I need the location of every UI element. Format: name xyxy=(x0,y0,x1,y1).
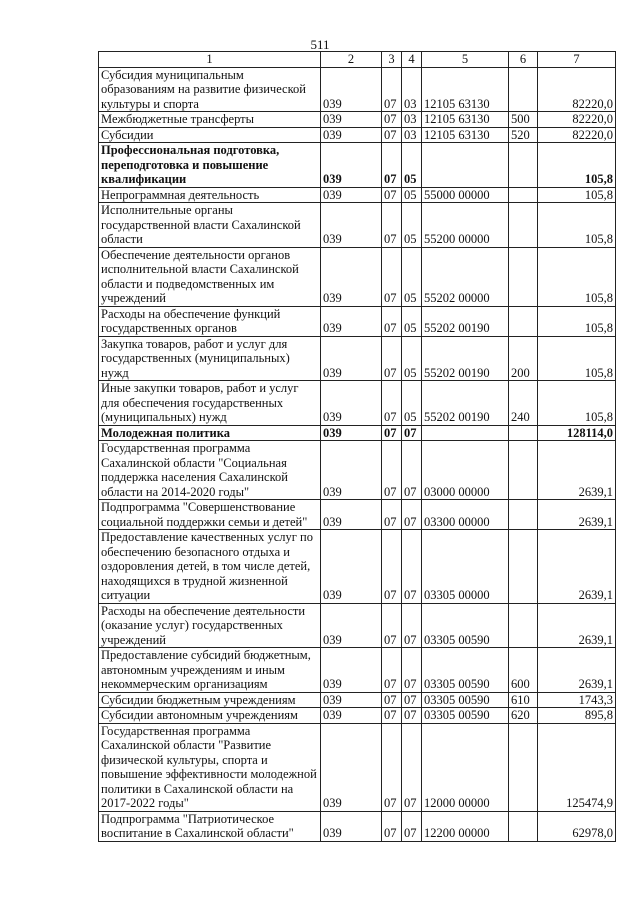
row-expense-type-cell xyxy=(509,306,538,336)
row-code-cell: 039 xyxy=(321,648,382,693)
row-section-cell: 07 xyxy=(382,247,402,306)
row-target-article-cell: 55202 00190 xyxy=(422,336,509,381)
row-expense-type-cell: 620 xyxy=(509,708,538,724)
row-code-cell: 039 xyxy=(321,723,382,811)
table-row xyxy=(99,692,616,708)
row-expense-type-cell: 520 xyxy=(509,127,538,143)
table-row xyxy=(99,441,616,500)
row-amount-cell: 82220,0 xyxy=(538,67,616,112)
row-subsection-cell: 03 xyxy=(402,127,422,143)
col-header-2: 2 xyxy=(321,52,382,68)
row-target-article-cell: 03300 00000 xyxy=(422,500,509,530)
row-amount-cell: 2639,1 xyxy=(538,530,616,604)
col-header-5: 5 xyxy=(422,52,509,68)
row-section-cell: 07 xyxy=(382,127,402,143)
row-name-cell: Субсидии автономным учреждениям xyxy=(99,708,321,724)
row-code-cell: 039 xyxy=(321,67,382,112)
row-subsection-cell: 05 xyxy=(402,187,422,203)
row-amount-cell: 105,8 xyxy=(538,247,616,306)
row-amount-cell: 1743,3 xyxy=(538,692,616,708)
row-section-cell: 07 xyxy=(382,603,402,648)
table-row xyxy=(99,306,616,336)
row-amount-cell: 62978,0 xyxy=(538,811,616,841)
row-name-cell: Исполнительные органы государственной власти Сахалинской области xyxy=(99,203,321,248)
row-subsection-cell: 07 xyxy=(402,723,422,811)
col-header-3: 3 xyxy=(382,52,402,68)
row-target-article-cell: 12000 00000 xyxy=(422,723,509,811)
row-section-cell: 07 xyxy=(382,67,402,112)
row-name-cell: Субсидии бюджетным учреждениям xyxy=(99,692,321,708)
row-expense-type-cell: 600 xyxy=(509,648,538,693)
row-name-cell: Закупка товаров, работ и услуг для государственных (муниципальных) нужд xyxy=(99,336,321,381)
row-subsection-cell: 07 xyxy=(402,530,422,604)
col-header-6: 6 xyxy=(509,52,538,68)
row-subsection-cell: 03 xyxy=(402,112,422,128)
row-expense-type-cell xyxy=(509,723,538,811)
row-subsection-cell: 05 xyxy=(402,306,422,336)
row-name-cell: Субсидии xyxy=(99,127,321,143)
row-target-article-cell: 03305 00590 xyxy=(422,603,509,648)
row-amount-cell: 82220,0 xyxy=(538,127,616,143)
row-section-cell: 07 xyxy=(382,143,402,188)
row-code-cell: 039 xyxy=(321,708,382,724)
row-code-cell: 039 xyxy=(321,143,382,188)
row-section-cell: 07 xyxy=(382,692,402,708)
row-code-cell: 039 xyxy=(321,336,382,381)
row-code-cell: 039 xyxy=(321,530,382,604)
row-code-cell: 039 xyxy=(321,203,382,248)
row-code-cell: 039 xyxy=(321,692,382,708)
col-header-1: 1 xyxy=(99,52,321,68)
row-name-cell: Субсидия муниципальным образованиям на развитие физической культуры и спорта xyxy=(99,67,321,112)
row-name-cell: Предоставление качественных услуг по обеспечению безопасного отдыха и оздоровления детей, в том числе детей, находящихся в трудной жизненной ситуации xyxy=(99,530,321,604)
row-target-article-cell: 12105 63130 xyxy=(422,112,509,128)
row-subsection-cell: 05 xyxy=(402,336,422,381)
row-target-article-cell: 55200 00000 xyxy=(422,203,509,248)
row-target-article-cell: 55000 00000 xyxy=(422,187,509,203)
row-expense-type-cell xyxy=(509,143,538,188)
table-row xyxy=(99,811,616,841)
row-amount-cell: 105,8 xyxy=(538,381,616,426)
row-expense-type-cell: 200 xyxy=(509,336,538,381)
row-code-cell: 039 xyxy=(321,127,382,143)
row-name-cell: Государственная программа Сахалинской области "Социальная поддержка населения Сахалинской области на 2014-2020 годы" xyxy=(99,441,321,500)
row-amount-cell: 2639,1 xyxy=(538,648,616,693)
row-expense-type-cell xyxy=(509,811,538,841)
row-expense-type-cell: 240 xyxy=(509,381,538,426)
row-amount-cell: 125474,9 xyxy=(538,723,616,811)
row-subsection-cell: 07 xyxy=(402,692,422,708)
row-amount-cell: 105,8 xyxy=(538,306,616,336)
row-target-article-cell: 03305 00590 xyxy=(422,692,509,708)
row-section-cell: 07 xyxy=(382,112,402,128)
row-name-cell: Подпрограмма "Совершенствование социальной поддержки семьи и детей" xyxy=(99,500,321,530)
row-expense-type-cell: 610 xyxy=(509,692,538,708)
row-section-cell: 07 xyxy=(382,708,402,724)
row-name-cell: Иные закупки товаров, работ и услуг для обеспечения государственных (муниципальных) нужд xyxy=(99,381,321,426)
row-name-cell: Непрограммная деятельность xyxy=(99,187,321,203)
row-name-cell: Расходы на обеспечение функций государственных органов xyxy=(99,306,321,336)
row-name-cell: Межбюджетные трансферты xyxy=(99,112,321,128)
row-subsection-cell: 05 xyxy=(402,143,422,188)
row-amount-cell: 82220,0 xyxy=(538,112,616,128)
row-name-cell: Молодежная политика xyxy=(99,425,321,441)
table-row xyxy=(99,67,616,112)
row-section-cell: 07 xyxy=(382,530,402,604)
row-amount-cell: 128114,0 xyxy=(538,425,616,441)
row-name-cell: Обеспечение деятельности органов исполнительной власти Сахалинской области и подведомственных им учреждений xyxy=(99,247,321,306)
row-code-cell: 039 xyxy=(321,811,382,841)
row-expense-type-cell xyxy=(509,247,538,306)
row-section-cell: 07 xyxy=(382,723,402,811)
row-target-article-cell: 12105 63130 xyxy=(422,127,509,143)
row-amount-cell: 105,8 xyxy=(538,336,616,381)
table-row xyxy=(99,708,616,724)
row-target-article-cell: 03305 00590 xyxy=(422,708,509,724)
row-subsection-cell: 07 xyxy=(402,811,422,841)
table-row xyxy=(99,203,616,248)
row-section-cell: 07 xyxy=(382,648,402,693)
row-expense-type-cell xyxy=(509,187,538,203)
row-expense-type-cell xyxy=(509,441,538,500)
row-code-cell: 039 xyxy=(321,603,382,648)
row-code-cell: 039 xyxy=(321,112,382,128)
row-target-article-cell xyxy=(422,143,509,188)
row-code-cell: 039 xyxy=(321,306,382,336)
table-row xyxy=(99,603,616,648)
row-subsection-cell: 05 xyxy=(402,381,422,426)
row-target-article-cell: 03305 00000 xyxy=(422,530,509,604)
row-target-article-cell: 12105 63130 xyxy=(422,67,509,112)
row-code-cell: 039 xyxy=(321,247,382,306)
row-section-cell: 07 xyxy=(382,203,402,248)
table-row xyxy=(99,500,616,530)
row-expense-type-cell xyxy=(509,603,538,648)
row-subsection-cell: 05 xyxy=(402,203,422,248)
row-name-cell: Расходы на обеспечение деятельности (оказание услуг) государственных учреждений xyxy=(99,603,321,648)
row-amount-cell: 895,8 xyxy=(538,708,616,724)
row-code-cell: 039 xyxy=(321,441,382,500)
row-subsection-cell: 07 xyxy=(402,708,422,724)
row-name-cell: Профессиональная подготовка, переподготовка и повышение квалификации xyxy=(99,143,321,188)
row-section-cell: 07 xyxy=(382,306,402,336)
row-target-article-cell: 03000 00000 xyxy=(422,441,509,500)
table-row xyxy=(99,530,616,604)
row-target-article-cell: 55202 00190 xyxy=(422,306,509,336)
row-expense-type-cell xyxy=(509,500,538,530)
table-row xyxy=(99,127,616,143)
page-number: 511 xyxy=(310,37,330,52)
row-name-cell: Государственная программа Сахалинской области "Развитие физической культуры, спорта и повышение эффективности молодежной политики в Сахалинской области на 2017-2022 годы" xyxy=(99,723,321,811)
row-section-cell: 07 xyxy=(382,425,402,441)
row-subsection-cell: 07 xyxy=(402,648,422,693)
row-expense-type-cell xyxy=(509,67,538,112)
row-name-cell: Предоставление субсидий бюджетным, автономным учреждениям и иным некоммерческим организациям xyxy=(99,648,321,693)
row-section-cell: 07 xyxy=(382,187,402,203)
row-subsection-cell: 07 xyxy=(402,500,422,530)
row-amount-cell: 2639,1 xyxy=(538,603,616,648)
table-row xyxy=(99,425,616,441)
row-expense-type-cell xyxy=(509,425,538,441)
row-target-article-cell: 55202 00000 xyxy=(422,247,509,306)
row-target-article-cell xyxy=(422,425,509,441)
table-row xyxy=(99,143,616,188)
budget-table xyxy=(98,51,616,842)
row-subsection-cell: 07 xyxy=(402,603,422,648)
row-expense-type-cell xyxy=(509,203,538,248)
row-code-cell: 039 xyxy=(321,187,382,203)
table-row xyxy=(99,381,616,426)
row-section-cell: 07 xyxy=(382,500,402,530)
header-row xyxy=(99,52,616,68)
row-code-cell: 039 xyxy=(321,500,382,530)
col-header-4: 4 xyxy=(402,52,422,68)
row-code-cell: 039 xyxy=(321,381,382,426)
row-section-cell: 07 xyxy=(382,441,402,500)
row-subsection-cell: 03 xyxy=(402,67,422,112)
row-subsection-cell: 05 xyxy=(402,247,422,306)
row-section-cell: 07 xyxy=(382,811,402,841)
table-row xyxy=(99,112,616,128)
row-code-cell: 039 xyxy=(321,425,382,441)
row-expense-type-cell: 500 xyxy=(509,112,538,128)
row-subsection-cell: 07 xyxy=(402,425,422,441)
table-row xyxy=(99,187,616,203)
table-row xyxy=(99,648,616,693)
row-amount-cell: 2639,1 xyxy=(538,500,616,530)
table-row xyxy=(99,336,616,381)
row-amount-cell: 105,8 xyxy=(538,203,616,248)
row-amount-cell: 2639,1 xyxy=(538,441,616,500)
row-target-article-cell: 03305 00590 xyxy=(422,648,509,693)
row-name-cell: Подпрограмма "Патриотическое воспитание в Сахалинской области" xyxy=(99,811,321,841)
table-row xyxy=(99,247,616,306)
col-header-7: 7 xyxy=(538,52,616,68)
row-amount-cell: 105,8 xyxy=(538,143,616,188)
row-subsection-cell: 07 xyxy=(402,441,422,500)
row-amount-cell: 105,8 xyxy=(538,187,616,203)
row-expense-type-cell xyxy=(509,530,538,604)
row-section-cell: 07 xyxy=(382,381,402,426)
row-section-cell: 07 xyxy=(382,336,402,381)
table-row xyxy=(99,723,616,811)
row-target-article-cell: 12200 00000 xyxy=(422,811,509,841)
row-target-article-cell: 55202 00190 xyxy=(422,381,509,426)
